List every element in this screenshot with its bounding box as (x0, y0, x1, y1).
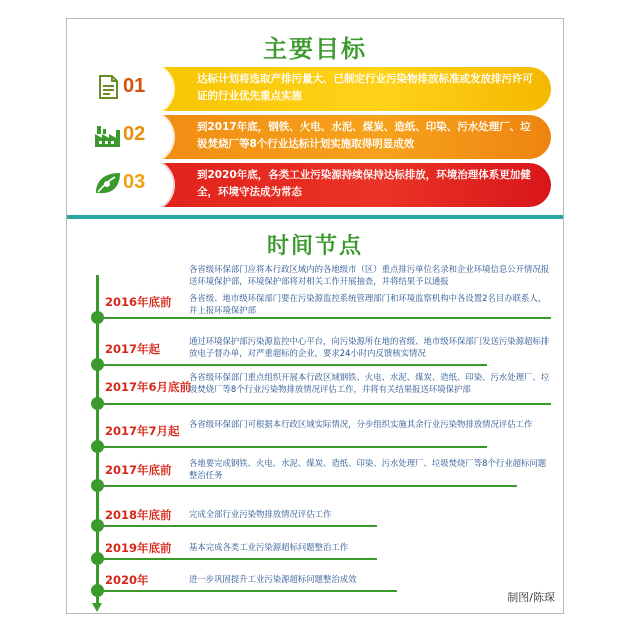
timeline-date: 2017年底前 (105, 463, 172, 477)
timeline-text: 各省级、地市级环保部门要在污染源监控系统管理部门和环境监察机构中各设置2名目办联系人，并上报环境保护部 (189, 293, 547, 315)
timeline-rule (97, 590, 397, 592)
goal-badge-1 (89, 64, 173, 114)
timeline-date: 2017年6月底前 (105, 380, 192, 394)
goal-number-2: 02 (123, 123, 146, 145)
goal-number-3: 03 (123, 171, 146, 193)
timeline-text: 完成全部行业污染物排放情况评估工作 (189, 509, 332, 519)
goal-number-1: 01 (123, 75, 146, 97)
goal-bar-3 (127, 163, 551, 207)
timeline-date: 2020年 (105, 573, 149, 587)
timeline-text: 各省级环保部门应将本行政区域内的各地级市（区）重点排污单位名录和企业环境信息公开情况报送环境保护部，环境保护部将对相关工作开展抽查，并将结果予以通报 (189, 264, 550, 286)
goal-bar-1 (127, 67, 551, 111)
timeline-date: 2017年起 (105, 342, 161, 356)
main-goals-title: 主要目标 (263, 35, 367, 63)
document-icon (93, 73, 123, 101)
timeline-rule (97, 317, 551, 319)
timeline-text: 各省级环保部门可根据本行政区域实际情况，分步组织实施其余行业污染物排放情况评估工作 (189, 419, 533, 429)
credit-text: 制图/陈琛 (507, 591, 555, 604)
timeline-arrow-icon (92, 603, 102, 612)
timeline-title: 时间节点 (266, 234, 363, 259)
goal-text-1: 达标计划将选取产排污量大、已制定行业污染物排放标准或发放排污许可证的行业优先重点实施 (197, 73, 533, 102)
goal-badge-2 (89, 112, 173, 162)
timeline-rule (97, 446, 487, 448)
timeline-text: 进一步巩固提升工业污染源超标问题整治成效 (189, 574, 357, 584)
timeline-text: 基本完成各类工业污染源超标问题整治工作 (189, 542, 349, 552)
goal-bar-2 (127, 115, 551, 159)
goal-item-1 (89, 67, 551, 111)
timeline-rule (97, 485, 517, 487)
infographic-frame (66, 18, 564, 614)
timeline-text: 通过环境保护部污染源监控中心平台，向污染源所在地的省级、地市级环保部门发送污染源超标排放电子督办单，对严重超标的企业，要求24小时内反馈核实情况 (189, 336, 550, 358)
goal-badge-3 (89, 160, 173, 210)
timeline-date: 2018年底前 (105, 508, 172, 522)
timeline-text: 各地要完成钢铁、火电、水泥、煤炭、造纸、印染、污水处理厂、垃圾焚烧厂等8个行业超标问题整治任务 (189, 458, 547, 480)
factory-icon (93, 121, 123, 149)
goal-text-2: 到2017年底，钢铁、火电、水泥、煤炭、造纸、印染、污水处理厂、垃圾焚烧厂等8个行业达标计划实施取得明显成效 (197, 121, 531, 150)
timeline-text: 各省级环保部门重点组织开展本行政区域钢铁、火电、水泥、煤炭、造纸、印染、污水处理厂、垃圾焚烧厂等8个行业污染物排放情况评估工作，并将有关结果报送环境保护部 (189, 372, 550, 394)
goal-item-3 (89, 163, 551, 207)
timeline-rule (97, 525, 377, 527)
timeline-rule (97, 403, 551, 405)
section-divider (67, 215, 563, 219)
timeline-date: 2017年7月起 (105, 424, 180, 438)
leaf-icon (93, 169, 123, 197)
goal-item-2 (89, 115, 551, 159)
timeline-date: 2016年底前 (105, 295, 172, 309)
timeline-date: 2019年底前 (105, 541, 172, 555)
timeline-rule (97, 558, 377, 560)
goal-text-3: 到2020年底，各类工业污染源持续保持达标排放，环境治理体系更加健全，环境守法成为常态 (197, 169, 531, 198)
timeline-rule (97, 364, 487, 366)
